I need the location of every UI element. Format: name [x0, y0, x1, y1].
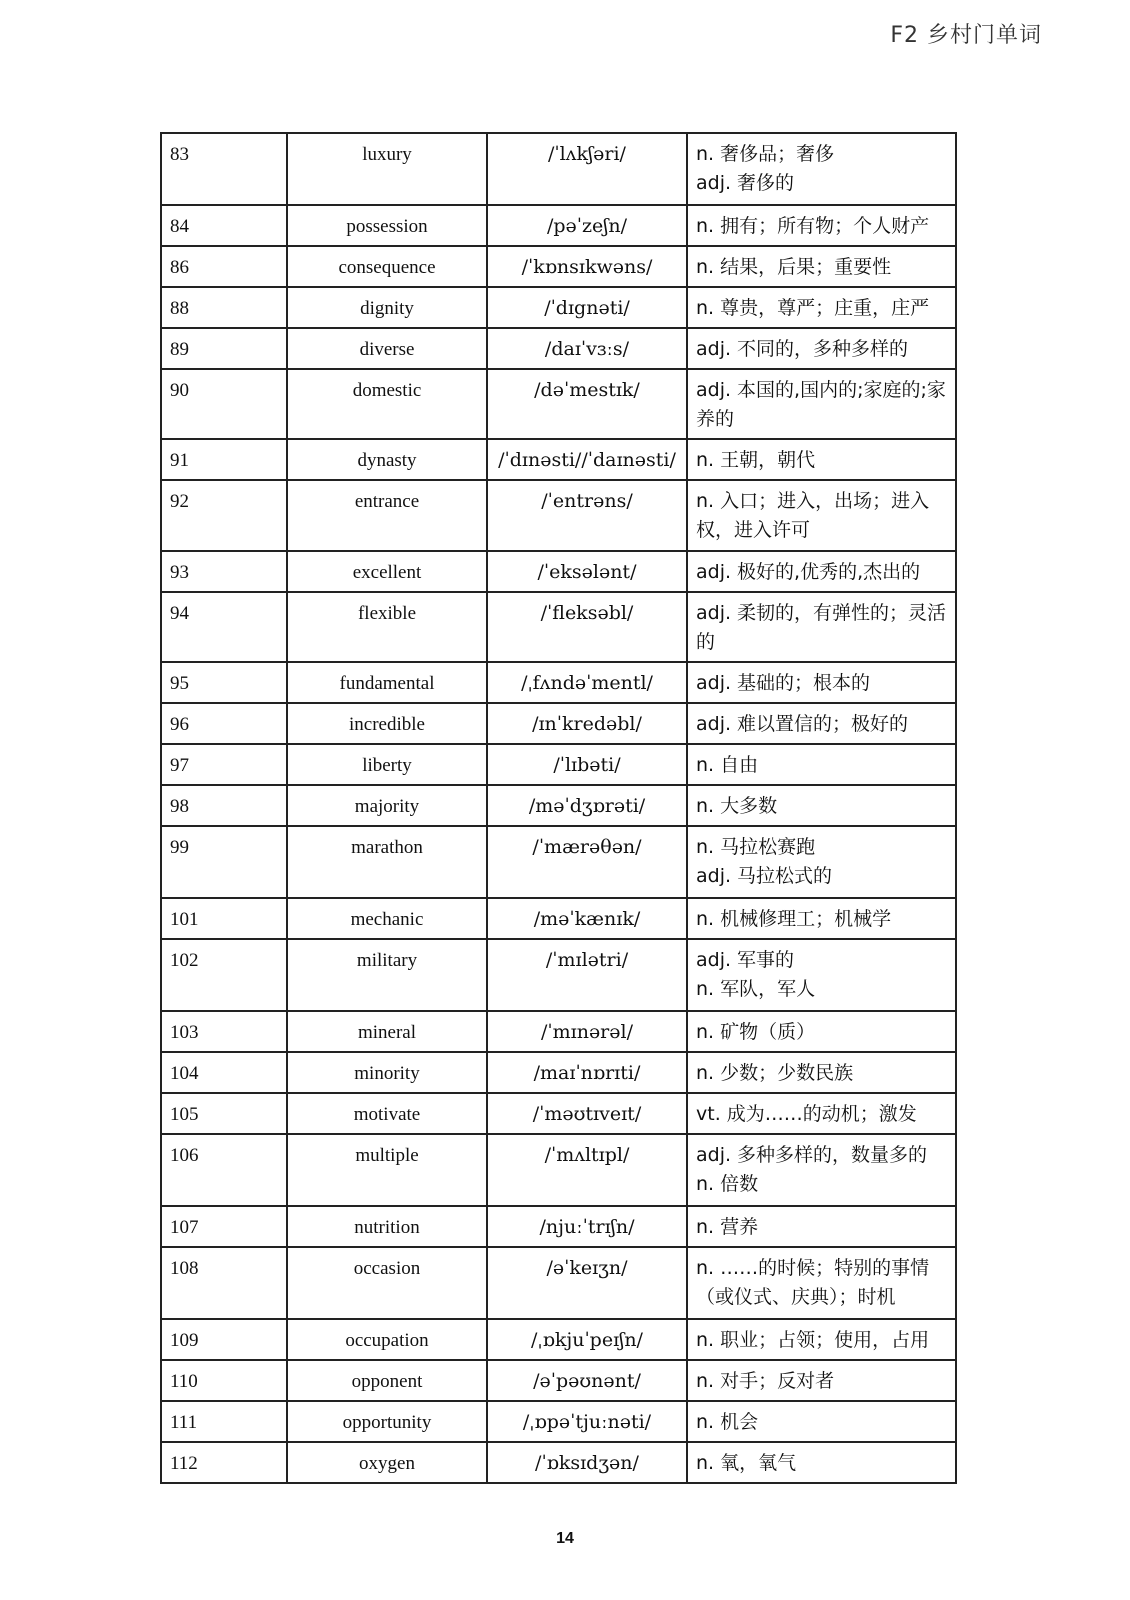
phonetic-transcription: /njuːˈtrɪʃn/	[487, 1206, 687, 1247]
chinese-meaning	[687, 1319, 956, 1360]
english-word: domestic	[287, 369, 487, 439]
word-number: 101	[161, 898, 287, 939]
english-word: motivate	[287, 1093, 487, 1134]
chinese-meaning	[687, 898, 956, 939]
phonetic-transcription: /maɪˈnɒrɪti/	[487, 1052, 687, 1093]
meaning-line: adj. 本国的,国内的;家庭的;家养的	[696, 379, 946, 430]
english-word: diverse	[287, 328, 487, 369]
word-number: 108	[161, 1247, 287, 1319]
phonetic-transcription: /məˈdʒɒrəti/	[487, 785, 687, 826]
table-row	[161, 1052, 956, 1093]
chinese-meaning	[687, 480, 956, 551]
table-row	[161, 898, 956, 939]
chinese-meaning	[687, 1052, 956, 1093]
phonetic-transcription: /ˈmʌltɪpl/	[487, 1134, 687, 1206]
chinese-meaning	[687, 1093, 956, 1134]
word-number: 103	[161, 1011, 287, 1052]
english-word: entrance	[287, 480, 487, 551]
table-row	[161, 1401, 956, 1442]
phonetic-transcription: /ˈdɪnəsti//ˈdaɪnəsti/	[487, 439, 687, 480]
chinese-meaning	[687, 551, 956, 592]
english-word: mechanic	[287, 898, 487, 939]
word-number: 89	[161, 328, 287, 369]
phonetic-transcription: /ˈkɒnsɪkwəns/	[487, 246, 687, 287]
meaning-line: n. 自由	[696, 754, 759, 776]
chinese-meaning	[687, 1206, 956, 1247]
phonetic-transcription: /ˌɒkjuˈpeɪʃn/	[487, 1319, 687, 1360]
phonetic-transcription: /ˈmɪlətri/	[487, 939, 687, 1011]
meaning-line: n. 奢侈品；奢侈	[696, 143, 835, 165]
chinese-meaning	[687, 328, 956, 369]
phonetic-transcription: /ˈmɪnərəl/	[487, 1011, 687, 1052]
phonetic-transcription: /əˈpəʊnənt/	[487, 1360, 687, 1401]
chinese-meaning	[687, 287, 956, 328]
phonetic-transcription: /ˈɒksɪdʒən/	[487, 1442, 687, 1483]
table-row	[161, 592, 956, 662]
word-number: 84	[161, 205, 287, 246]
meaning-line: adj. 军事的	[696, 949, 795, 971]
chinese-meaning	[687, 369, 956, 439]
phonetic-transcription: /ˈlɪbəti/	[487, 744, 687, 785]
phonetic-transcription: /əˈkeɪʒn/	[487, 1247, 687, 1319]
english-word: oxygen	[287, 1442, 487, 1483]
chinese-meaning	[687, 246, 956, 287]
word-number: 109	[161, 1319, 287, 1360]
meaning-line: adj. 柔韧的，有弹性的；灵活的	[696, 602, 947, 653]
chinese-meaning	[687, 662, 956, 703]
chinese-meaning	[687, 1401, 956, 1442]
meaning-line: n. 机会	[696, 1411, 759, 1433]
header-mark: F2 乡村门单词	[890, 23, 1042, 48]
vocabulary-table-body	[161, 133, 956, 1483]
table-row	[161, 744, 956, 785]
phonetic-transcription: /pəˈzeʃn/	[487, 205, 687, 246]
word-number: 93	[161, 551, 287, 592]
english-word: mineral	[287, 1011, 487, 1052]
meaning-line: n. 结果，后果；重要性	[696, 256, 892, 278]
english-word: dynasty	[287, 439, 487, 480]
phonetic-transcription: /ˈfleksəbl/	[487, 592, 687, 662]
word-number: 112	[161, 1442, 287, 1483]
english-word: dignity	[287, 287, 487, 328]
phonetic-transcription: /dəˈmestɪk/	[487, 369, 687, 439]
chinese-meaning	[687, 1442, 956, 1483]
english-word: marathon	[287, 826, 487, 898]
english-word: liberty	[287, 744, 487, 785]
english-word: fundamental	[287, 662, 487, 703]
table-row	[161, 1011, 956, 1052]
word-number: 92	[161, 480, 287, 551]
table-row	[161, 1247, 956, 1319]
table-row	[161, 287, 956, 328]
table-row	[161, 133, 956, 205]
phonetic-transcription: /ˌɒpəˈtjuːnəti/	[487, 1401, 687, 1442]
table-row	[161, 662, 956, 703]
english-word: opponent	[287, 1360, 487, 1401]
phonetic-transcription: /ˈməʊtɪveɪt/	[487, 1093, 687, 1134]
chinese-meaning	[687, 703, 956, 744]
chinese-meaning	[687, 439, 956, 480]
english-word: minority	[287, 1052, 487, 1093]
chinese-meaning	[687, 785, 956, 826]
meaning-line: n. 军队，军人	[696, 978, 816, 1000]
table-row	[161, 369, 956, 439]
english-word: consequence	[287, 246, 487, 287]
table-row	[161, 785, 956, 826]
chinese-meaning	[687, 1011, 956, 1052]
chinese-meaning	[687, 205, 956, 246]
english-word: possession	[287, 205, 487, 246]
phonetic-transcription: /daɪˈvɜːs/	[487, 328, 687, 369]
meaning-line: adj. 基础的；根本的	[696, 672, 871, 694]
vocabulary-table	[160, 132, 957, 1484]
chinese-meaning	[687, 1134, 956, 1206]
meaning-line: n. 尊贵，尊严；庄重，庄严	[696, 297, 930, 319]
table-row	[161, 1134, 956, 1206]
meaning-line: n. 职业；占领；使用，占用	[696, 1329, 930, 1351]
table-row	[161, 246, 956, 287]
meaning-line: n. 拥有；所有物；个人财产	[696, 215, 930, 237]
table-row	[161, 1360, 956, 1401]
meaning-line: n. ……的时候；特别的事情（或仪式、庆典）；时机	[696, 1257, 930, 1308]
phonetic-transcription: /məˈkænɪk/	[487, 898, 687, 939]
table-row	[161, 939, 956, 1011]
meaning-line: adj. 马拉松式的	[696, 865, 833, 887]
english-word: incredible	[287, 703, 487, 744]
phonetic-transcription: /ˈmærəθən/	[487, 826, 687, 898]
word-number: 90	[161, 369, 287, 439]
word-number: 105	[161, 1093, 287, 1134]
table-row	[161, 703, 956, 744]
word-number: 95	[161, 662, 287, 703]
word-number: 98	[161, 785, 287, 826]
word-number: 91	[161, 439, 287, 480]
meaning-line: adj. 不同的，多种多样的	[696, 338, 909, 360]
english-word: occupation	[287, 1319, 487, 1360]
word-number: 96	[161, 703, 287, 744]
word-number: 83	[161, 133, 287, 205]
table-row	[161, 480, 956, 551]
meaning-line: n. 机械修理工；机械学	[696, 908, 892, 930]
phonetic-transcription: /ˈeksələnt/	[487, 551, 687, 592]
meaning-line: n. 入口；进入，出场；进入权，进入许可	[696, 490, 930, 541]
meaning-line: adj. 难以置信的；极好的	[696, 713, 909, 735]
word-number: 110	[161, 1360, 287, 1401]
english-word: opportunity	[287, 1401, 487, 1442]
table-row	[161, 328, 956, 369]
phonetic-transcription: /ˈlʌkʃəri/	[487, 133, 687, 205]
phonetic-transcription: /ˈdɪgnəti/	[487, 287, 687, 328]
english-word: majority	[287, 785, 487, 826]
meaning-line: n. 氧，氧气	[696, 1452, 797, 1474]
meaning-line: n. 大多数	[696, 795, 778, 817]
english-word: military	[287, 939, 487, 1011]
english-word: multiple	[287, 1134, 487, 1206]
chinese-meaning	[687, 744, 956, 785]
chinese-meaning	[687, 1247, 956, 1319]
word-number: 104	[161, 1052, 287, 1093]
table-row	[161, 1319, 956, 1360]
table-row	[161, 826, 956, 898]
english-word: nutrition	[287, 1206, 487, 1247]
word-number: 88	[161, 287, 287, 328]
phonetic-transcription: /ˈentrəns/	[487, 480, 687, 551]
meaning-line: adj. 极好的,优秀的,杰出的	[696, 561, 921, 583]
chinese-meaning	[687, 133, 956, 205]
table-row	[161, 205, 956, 246]
meaning-line: n. 王朝，朝代	[696, 449, 816, 471]
chinese-meaning	[687, 1360, 956, 1401]
word-number: 111	[161, 1401, 287, 1442]
english-word: luxury	[287, 133, 487, 205]
table-row	[161, 1442, 956, 1483]
english-word: flexible	[287, 592, 487, 662]
meaning-line: vt. 成为……的动机；激发	[696, 1103, 917, 1125]
word-number: 106	[161, 1134, 287, 1206]
phonetic-transcription: /ɪnˈkredəbl/	[487, 703, 687, 744]
meaning-line: n. 矿物（质）	[696, 1021, 816, 1043]
chinese-meaning	[687, 939, 956, 1011]
chinese-meaning	[687, 592, 956, 662]
meaning-line: n. 马拉松赛跑	[696, 836, 816, 858]
phonetic-transcription: /ˌfʌndəˈmentl/	[487, 662, 687, 703]
meaning-line: n. 倍数	[696, 1173, 759, 1195]
meaning-line: n. 营养	[696, 1216, 759, 1238]
table-row	[161, 439, 956, 480]
meaning-line: n. 对手；反对者	[696, 1370, 835, 1392]
word-number: 102	[161, 939, 287, 1011]
word-number: 86	[161, 246, 287, 287]
word-number: 97	[161, 744, 287, 785]
word-number: 94	[161, 592, 287, 662]
meaning-line: adj. 奢侈的	[696, 172, 795, 194]
table-row	[161, 1206, 956, 1247]
word-number: 99	[161, 826, 287, 898]
table-row	[161, 1093, 956, 1134]
english-word: occasion	[287, 1247, 487, 1319]
chinese-meaning	[687, 826, 956, 898]
english-word: excellent	[287, 551, 487, 592]
meaning-line: adj. 多种多样的，数量多的	[696, 1144, 928, 1166]
page-number: 14	[556, 1530, 574, 1547]
meaning-line: n. 少数；少数民族	[696, 1062, 854, 1084]
word-number: 107	[161, 1206, 287, 1247]
table-row	[161, 551, 956, 592]
